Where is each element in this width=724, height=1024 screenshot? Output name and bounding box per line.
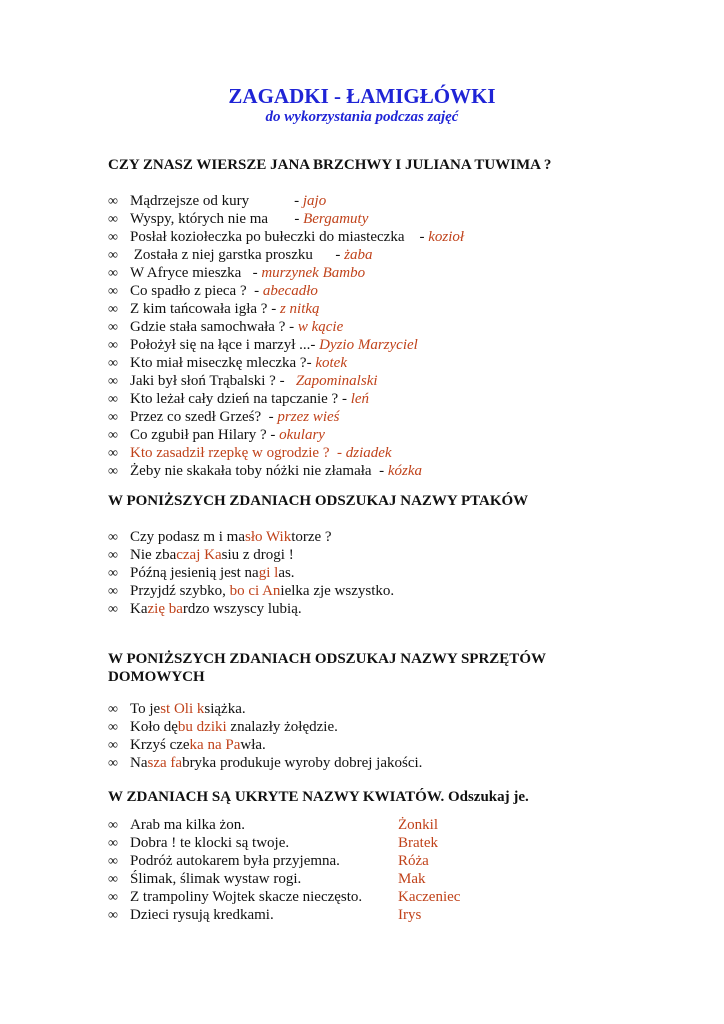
sentence-part: siu z drogi ! <box>221 547 294 563</box>
sentence-text: Podróż autokarem była przyjemna. <box>130 853 340 869</box>
sentence-part: siążka. <box>204 701 246 717</box>
list-item <box>108 834 668 852</box>
list-item <box>108 462 668 480</box>
bullet-icon: ∞ <box>108 548 118 563</box>
answer-text: Dyzio Marzyciel <box>319 337 418 353</box>
question-text: Przez co szedł Grześ? - <box>130 409 278 425</box>
list-item <box>108 228 668 246</box>
list-item <box>108 546 668 564</box>
answer-text: w kącie <box>297 319 344 335</box>
list-item <box>108 852 668 870</box>
bullet-icon: ∞ <box>108 374 118 389</box>
list-item <box>108 264 668 282</box>
hidden-word: st Oli k <box>160 701 205 717</box>
section2-list <box>108 528 668 618</box>
bullet-icon: ∞ <box>108 530 118 545</box>
list-item <box>108 210 668 228</box>
hidden-word: czaj Ka <box>176 547 222 563</box>
flower-answer: Mak <box>398 871 426 887</box>
bullet-icon: ∞ <box>108 464 118 479</box>
list-item <box>108 718 668 736</box>
list-item <box>108 700 668 718</box>
section3-heading-line2: DOMOWYCH <box>108 669 205 685</box>
section1-heading: CZY ZNASZ WIERSZE JANA BRZCHWY I JULIANA TUWIMA ? <box>108 157 552 173</box>
page-subtitle: do wykorzystania podczas zajęć <box>265 109 459 125</box>
answer-text: leń <box>350 391 370 407</box>
bullet-icon: ∞ <box>108 890 118 905</box>
sentence-part: Koło dę <box>130 719 178 735</box>
bullet-icon: ∞ <box>108 248 118 263</box>
hidden-word: ka na Pa <box>189 737 241 753</box>
list-item <box>108 736 668 754</box>
flower-answer: Kaczeniec <box>398 889 461 905</box>
section4-heading: W ZDANIACH SĄ UKRYTE NAZWY KWIATÓW. Odszukaj je. <box>108 789 529 805</box>
list-item <box>108 528 668 546</box>
bullet-icon: ∞ <box>108 284 118 299</box>
list-item <box>108 354 668 372</box>
sentence-part: To je <box>130 701 161 717</box>
sentence-part: Czy podasz m i ma <box>130 529 245 545</box>
hidden-word: bu dziki <box>177 719 227 735</box>
sentence-part: Przyjdź szybko, <box>130 583 230 599</box>
list-item <box>108 426 668 444</box>
bullet-icon: ∞ <box>108 302 118 317</box>
answer-text: okulary <box>279 427 325 443</box>
question-text: Co zgubił pan Hilary ? - <box>130 427 280 443</box>
list-item <box>108 582 668 600</box>
bullet-icon: ∞ <box>108 266 118 281</box>
flower-answer: Żonkil <box>398 817 438 833</box>
question-text: Żeby nie skakała toby nóżki nie złamała - <box>130 463 388 479</box>
section3-heading <box>108 650 608 686</box>
hidden-word: bo ci An <box>229 583 281 599</box>
question-text: Kto zasadził rzepkę w ogrodzie ? - <box>130 445 346 461</box>
list-item <box>108 408 668 426</box>
bullet-icon: ∞ <box>108 602 118 617</box>
flower-answer: Bratek <box>398 835 438 851</box>
bullet-icon: ∞ <box>108 908 118 923</box>
bullet-icon: ∞ <box>108 356 118 371</box>
list-item <box>108 816 668 834</box>
sentence-part: torze ? <box>291 529 332 545</box>
sentence-part: Na <box>130 755 148 771</box>
answer-text: kozioł <box>428 229 465 245</box>
sentence-part: znalazły żołędzie. <box>226 719 338 735</box>
bullet-icon: ∞ <box>108 410 118 425</box>
question-text: Wyspy, których nie ma - <box>130 211 304 227</box>
bullet-icon: ∞ <box>108 854 118 869</box>
section2-heading: W PONIŻSZYCH ZDANIACH ODSZUKAJ NAZWY PTAKÓW <box>108 493 529 509</box>
bullet-icon: ∞ <box>108 756 118 771</box>
question-text: Jaki był słoń Trąbalski ? - <box>130 373 296 389</box>
bullet-icon: ∞ <box>108 566 118 581</box>
answer-text: abecadło <box>262 283 318 299</box>
bullet-icon: ∞ <box>108 836 118 851</box>
answer-text: Bergamuty <box>303 211 369 227</box>
section3-heading-line1: W PONIŻSZYCH ZDANIACH ODSZUKAJ NAZWY SPRZĘTÓW <box>108 651 546 667</box>
list-item <box>108 336 668 354</box>
sentence-text: Ślimak, ślimak wystaw rogi. <box>130 871 302 887</box>
bullet-icon: ∞ <box>108 446 118 461</box>
list-item <box>108 390 668 408</box>
list-item <box>108 870 668 888</box>
hidden-word: gi l <box>258 565 279 581</box>
sentence-part: Nie zba <box>130 547 177 563</box>
bullet-icon: ∞ <box>108 212 118 227</box>
flower-answer: Irys <box>398 907 422 923</box>
section3-list <box>108 700 668 772</box>
sentence-part: bryka produkuje wyroby dobrej jakości. <box>182 755 423 771</box>
question-text: Kto miał miseczkę mleczka ?- <box>130 355 316 371</box>
hidden-word: sło Wik <box>244 529 292 545</box>
list-item <box>108 192 668 210</box>
list-item <box>108 564 668 582</box>
list-item <box>108 372 668 390</box>
bullet-icon: ∞ <box>108 702 118 717</box>
answer-text: kózka <box>387 463 422 479</box>
page-title: ZAGADKI - ŁAMIGŁÓWKI <box>228 84 496 108</box>
bullet-icon: ∞ <box>108 720 118 735</box>
sentence-part: Ka <box>130 601 148 617</box>
bullet-icon: ∞ <box>108 338 118 353</box>
answer-text: kotek <box>315 355 347 371</box>
answer-text: przez wieś <box>277 409 340 425</box>
bullet-icon: ∞ <box>108 818 118 833</box>
question-text: Mądrzejsze od kury - <box>130 193 303 209</box>
question-text: W Afryce mieszka - <box>130 265 262 281</box>
list-item <box>108 282 668 300</box>
question-text: Kto leżał cały dzień na tapczanie ? - <box>130 391 351 407</box>
list-item <box>108 318 668 336</box>
question-text: Gdzie stała samochwała ? - <box>130 319 298 335</box>
bullet-icon: ∞ <box>108 428 118 443</box>
sentence-part: as. <box>278 565 295 581</box>
section1-list <box>108 192 668 480</box>
answer-text: jajo <box>302 193 327 209</box>
question-text: Posłał koziołeczka po bułeczki do miasteczka - <box>130 229 429 245</box>
list-item <box>108 444 668 462</box>
sentence-part: Krzyś cze <box>130 737 190 753</box>
list-item <box>108 888 668 906</box>
question-text: Co spadło z pieca ? - <box>130 283 263 299</box>
bullet-icon: ∞ <box>108 872 118 887</box>
hidden-word: sza fa <box>147 755 183 771</box>
question-text: Została z niej garstka proszku - <box>130 247 345 263</box>
answer-text: murzynek Bambo <box>261 265 366 281</box>
question-text: Z kim tańcowała igła ? - <box>130 301 280 317</box>
sentence-text: Dobra ! te klocki są twoje. <box>130 835 290 851</box>
answer-text: z nitką <box>279 301 320 317</box>
hidden-word: zię ba <box>147 601 183 617</box>
answer-text: Zapominalski <box>295 373 378 389</box>
sentence-text: Z trampoliny Wojtek skacze nieczęsto. <box>130 889 363 905</box>
bullet-icon: ∞ <box>108 230 118 245</box>
list-item <box>108 600 668 618</box>
section4-list <box>108 816 668 924</box>
sentence-text: Dzieci rysują kredkami. <box>130 907 274 923</box>
sentence-part: wła. <box>240 737 266 753</box>
bullet-icon: ∞ <box>108 738 118 753</box>
flower-answer: Róża <box>398 853 429 869</box>
list-item <box>108 246 668 264</box>
list-item <box>108 906 668 924</box>
sentence-part: Późną jesienią jest na <box>130 565 259 581</box>
sentence-text: Arab ma kilka żon. <box>130 817 245 833</box>
bullet-icon: ∞ <box>108 392 118 407</box>
sentence-part: rdzo wszyscy lubią. <box>182 601 302 617</box>
sentence-part: ielka zje wszystko. <box>280 583 395 599</box>
question-text: Położył się na łące i marzył ...- <box>130 337 320 353</box>
bullet-icon: ∞ <box>108 194 118 209</box>
bullet-icon: ∞ <box>108 584 118 599</box>
list-item <box>108 300 668 318</box>
answer-text: żaba <box>344 247 373 263</box>
answer-text: dziadek <box>345 445 392 461</box>
bullet-icon: ∞ <box>108 320 118 335</box>
list-item <box>108 754 668 772</box>
